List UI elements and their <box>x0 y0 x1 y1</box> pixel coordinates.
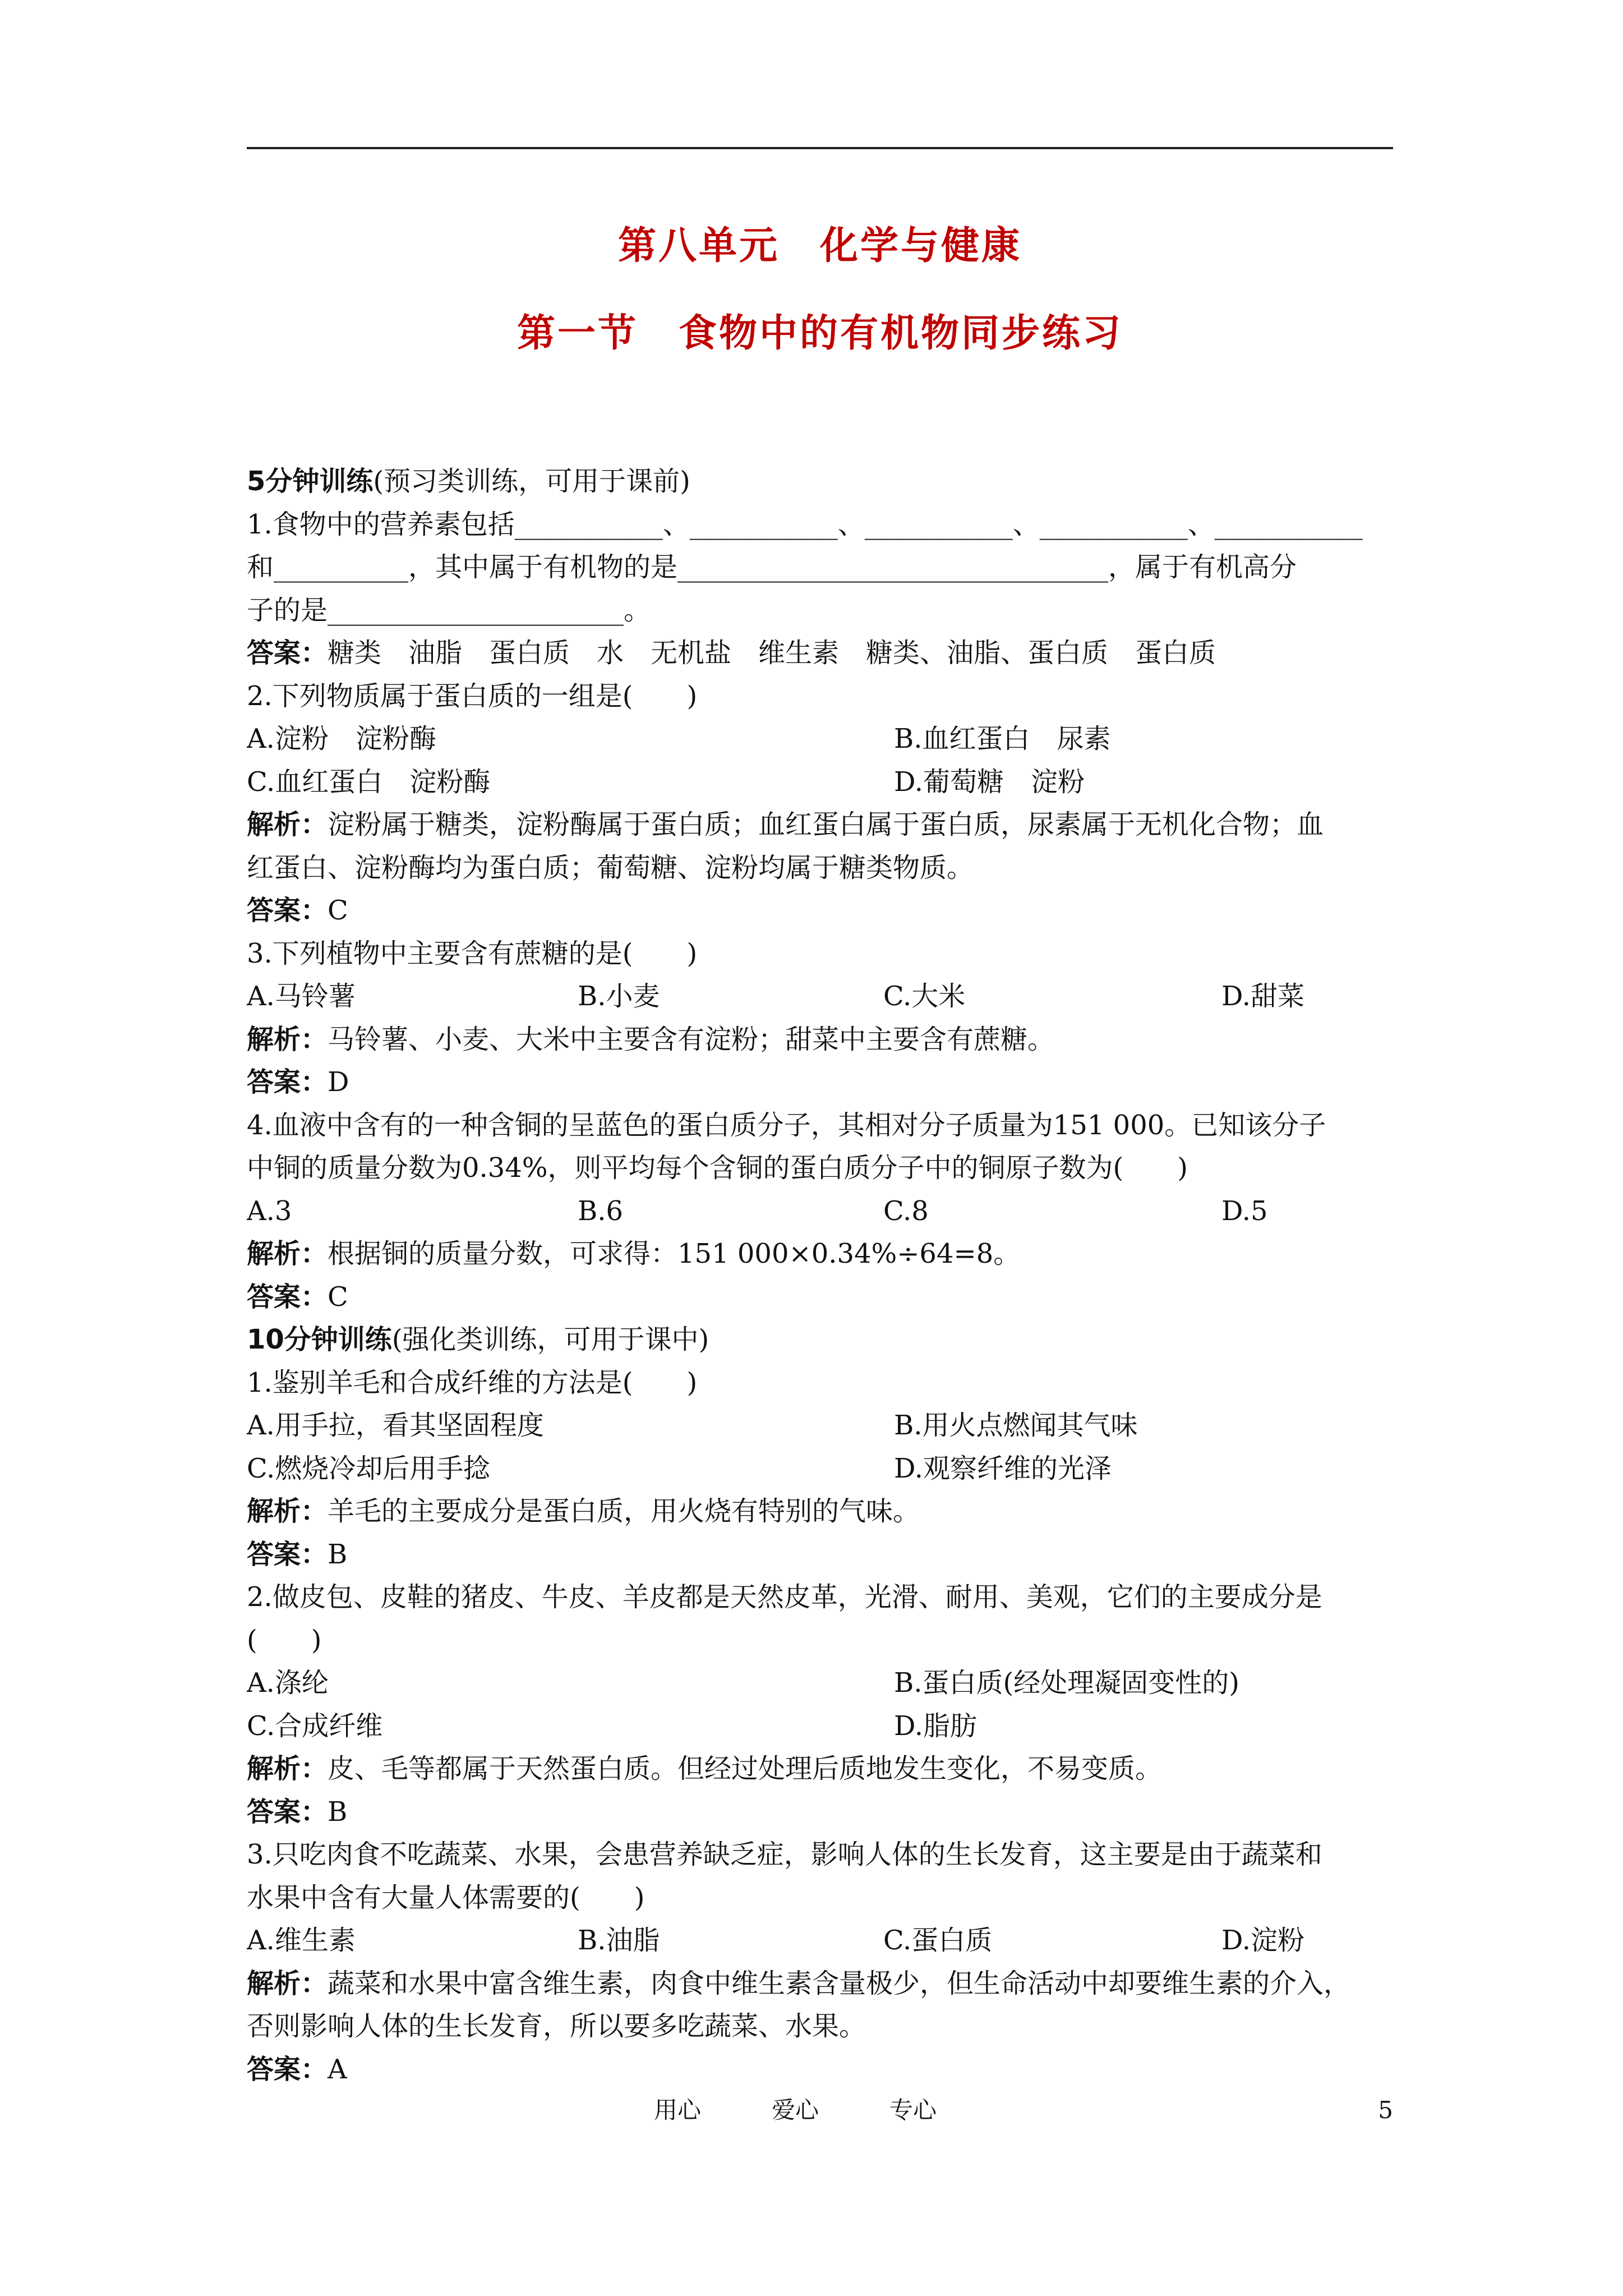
label-bold: 答案： <box>247 1066 328 1098</box>
line-text: C <box>328 895 348 926</box>
line-text: 1.食物中的营养素包括___________、___________、___________、___________、___________ <box>247 508 1363 540</box>
line-text: 马铃薯、小麦、大米中主要含有淀粉；甜菜中主要含有蔗糖。 <box>328 1023 1055 1055</box>
page-footer <box>247 2093 1393 2127</box>
label-bold: 解析： <box>247 1967 328 1999</box>
line-text: 羊毛的主要成分是蛋白质，用火烧有特别的气味。 <box>328 1496 920 1527</box>
answer-option: A.用手拉，看其坚固程度 <box>247 1410 544 1441</box>
label-bold: 答案： <box>247 2053 328 2085</box>
line-text: 3.下列植物中主要含有蔗糖的是( ) <box>247 937 698 969</box>
line-text: C <box>328 1281 348 1313</box>
answer-option: C.燃烧冷却后用手捻 <box>247 1452 491 1484</box>
label-bold: 答案： <box>247 1281 328 1313</box>
label-bold: 答案： <box>247 637 328 669</box>
line-text: 1.鉴别羊毛和合成纤维的方法是( ) <box>247 1366 698 1398</box>
line-text: A <box>328 2053 347 2085</box>
text-line <box>247 1533 1393 1576</box>
answer-option: C.8 <box>883 1195 929 1227</box>
line-text: B <box>328 1538 348 1570</box>
text-line <box>247 1104 1393 1147</box>
page-number: 5 <box>1378 2096 1393 2124</box>
text-line <box>247 1962 1393 2005</box>
text-line <box>247 1619 1393 1662</box>
label-bold: 解析： <box>247 809 328 840</box>
section-title: 第一节 食物中的有机物同步练习 <box>517 311 1123 356</box>
text-line <box>247 803 1393 846</box>
text-line <box>247 1061 1393 1103</box>
text-line <box>247 1833 1393 1876</box>
text-line <box>247 1361 1393 1404</box>
line-text: (预习类训练，可用于课前) <box>373 466 690 497</box>
text-line <box>247 1318 1393 1361</box>
label-bold: 解析： <box>247 1238 328 1269</box>
text-line <box>247 503 1393 546</box>
line-text: 根据铜的质量分数，可求得：151 000×0.34%÷64=8。 <box>328 1238 1021 1269</box>
answer-option: C.血红蛋白 淀粉酶 <box>247 766 491 798</box>
line-text: 否则影响人体的生长发育，所以要多吃蔬菜、水果。 <box>247 2010 866 2042</box>
line-text: 子的是______________________。 <box>247 594 651 626</box>
answer-option: D.观察纤维的光泽 <box>894 1452 1112 1484</box>
answer-option: C.大米 <box>883 981 966 1012</box>
text-line <box>247 1276 1393 1318</box>
answer-option: A.马铃薯 <box>247 981 356 1012</box>
text-line <box>247 1018 1393 1061</box>
answer-option: B.小麦 <box>578 981 660 1012</box>
text-line <box>247 1147 1393 1189</box>
options-row <box>247 1662 1393 1704</box>
text-line <box>247 546 1393 588</box>
options-row <box>247 975 1393 1018</box>
line-text: 中铜的质量分数为0.34%，则平均每个含铜的蛋白质分子中的铜原子数为( ) <box>247 1152 1188 1184</box>
options-row <box>247 1190 1393 1232</box>
text-line <box>247 589 1393 632</box>
answer-option: D.5 <box>1221 1195 1268 1227</box>
text-line <box>247 1232 1393 1275</box>
line-text: 水果中含有大量人体需要的( ) <box>247 1881 645 1913</box>
line-text: D <box>328 1066 349 1098</box>
answer-option: B.蛋白质(经处理凝固变性的) <box>894 1667 1239 1699</box>
options-row <box>247 1919 1393 1962</box>
options-row <box>247 761 1393 803</box>
label-bold: 解析： <box>247 1496 328 1527</box>
answer-option: A.涤纶 <box>247 1667 329 1699</box>
answer-option: C.蛋白质 <box>883 1925 993 1956</box>
text-line <box>247 2005 1393 2047</box>
line-text: 淀粉属于糖类，淀粉酶属于蛋白质；血红蛋白属于蛋白质，尿素属于无机化合物；血 <box>328 809 1324 840</box>
text-line <box>247 1747 1393 1790</box>
line-text: 2.做皮包、皮鞋的猪皮、牛皮、羊皮都是天然皮革，光滑、耐用、美观，它们的主要成分是 <box>247 1581 1322 1613</box>
options-row <box>247 1447 1393 1490</box>
options-row <box>247 1404 1393 1447</box>
text-line <box>247 1490 1393 1533</box>
text-line <box>247 889 1393 932</box>
answer-option: B.6 <box>578 1195 624 1227</box>
options-row <box>247 717 1393 760</box>
text-line <box>247 2048 1393 2091</box>
label-bold: 解析： <box>247 1023 328 1055</box>
answer-option: A.维生素 <box>247 1925 356 1956</box>
header-rule <box>247 147 1393 149</box>
options-row <box>247 1705 1393 1747</box>
line-text: 皮、毛等都属于天然蛋白质。但经过处理后质地发生变化，不易变质。 <box>328 1753 1163 1784</box>
line-text: 红蛋白、淀粉酶均为蛋白质；葡萄糖、淀粉均属于糖类物质。 <box>247 852 974 884</box>
label-bold: 答案： <box>247 895 328 926</box>
line-text: 糖类 油脂 蛋白质 水 无机盐 维生素 糖类、油脂、蛋白质 蛋白质 <box>328 637 1216 669</box>
answer-option: B.油脂 <box>578 1925 660 1956</box>
answer-option: D.淀粉 <box>1221 1925 1305 1956</box>
text-line <box>247 460 1393 503</box>
text-line <box>247 675 1393 717</box>
line-text: B <box>328 1796 348 1828</box>
answer-option: A.3 <box>247 1195 292 1227</box>
label-bold: 答案： <box>247 1538 328 1570</box>
text-line <box>247 1876 1393 1919</box>
label-bold: 5分钟训练 <box>247 466 374 497</box>
line-text: 和__________，其中属于有机物的是________________________________，属于有机高分 <box>247 551 1297 583</box>
answer-option: C.合成纤维 <box>247 1710 383 1742</box>
label-bold: 答案： <box>247 1796 328 1828</box>
line-text: 2.下列物质属于蛋白质的一组是( ) <box>247 680 698 712</box>
text-line <box>247 632 1393 674</box>
label-bold: 10分钟训练 <box>247 1324 392 1355</box>
answer-option: D.甜菜 <box>1221 981 1305 1012</box>
footer-motto: 用心 爱心 专心 <box>654 2096 937 2124</box>
line-text: ( ) <box>247 1624 322 1656</box>
answer-option: A.淀粉 淀粉酶 <box>247 723 436 754</box>
line-text: (强化类训练，可用于课中) <box>391 1324 709 1355</box>
line-text: 4.血液中含有的一种含铜的呈蓝色的蛋白质分子，其相对分子质量为151 000。已知该分子 <box>247 1109 1326 1141</box>
text-line <box>247 846 1393 889</box>
text-line <box>247 1576 1393 1618</box>
answer-option: D.葡萄糖 淀粉 <box>894 766 1085 798</box>
line-text: 蔬菜和水果中富含维生素，肉食中维生素含量极少，但生命活动中却要维生素的介入， <box>328 1967 1351 1999</box>
text-line <box>247 1791 1393 1833</box>
unit-title: 第八单元 化学与健康 <box>617 224 1022 268</box>
answer-option: B.用火点燃闻其气味 <box>894 1410 1138 1441</box>
line-text: 3.只吃肉食不吃蔬菜、水果，会患营养缺乏症，影响人体的生长发育，这主要是由于蔬菜和 <box>247 1839 1322 1870</box>
answer-option: B.血红蛋白 尿素 <box>894 723 1111 754</box>
label-bold: 解析： <box>247 1753 328 1784</box>
answer-option: D.脂肪 <box>894 1710 978 1742</box>
text-line <box>247 932 1393 975</box>
